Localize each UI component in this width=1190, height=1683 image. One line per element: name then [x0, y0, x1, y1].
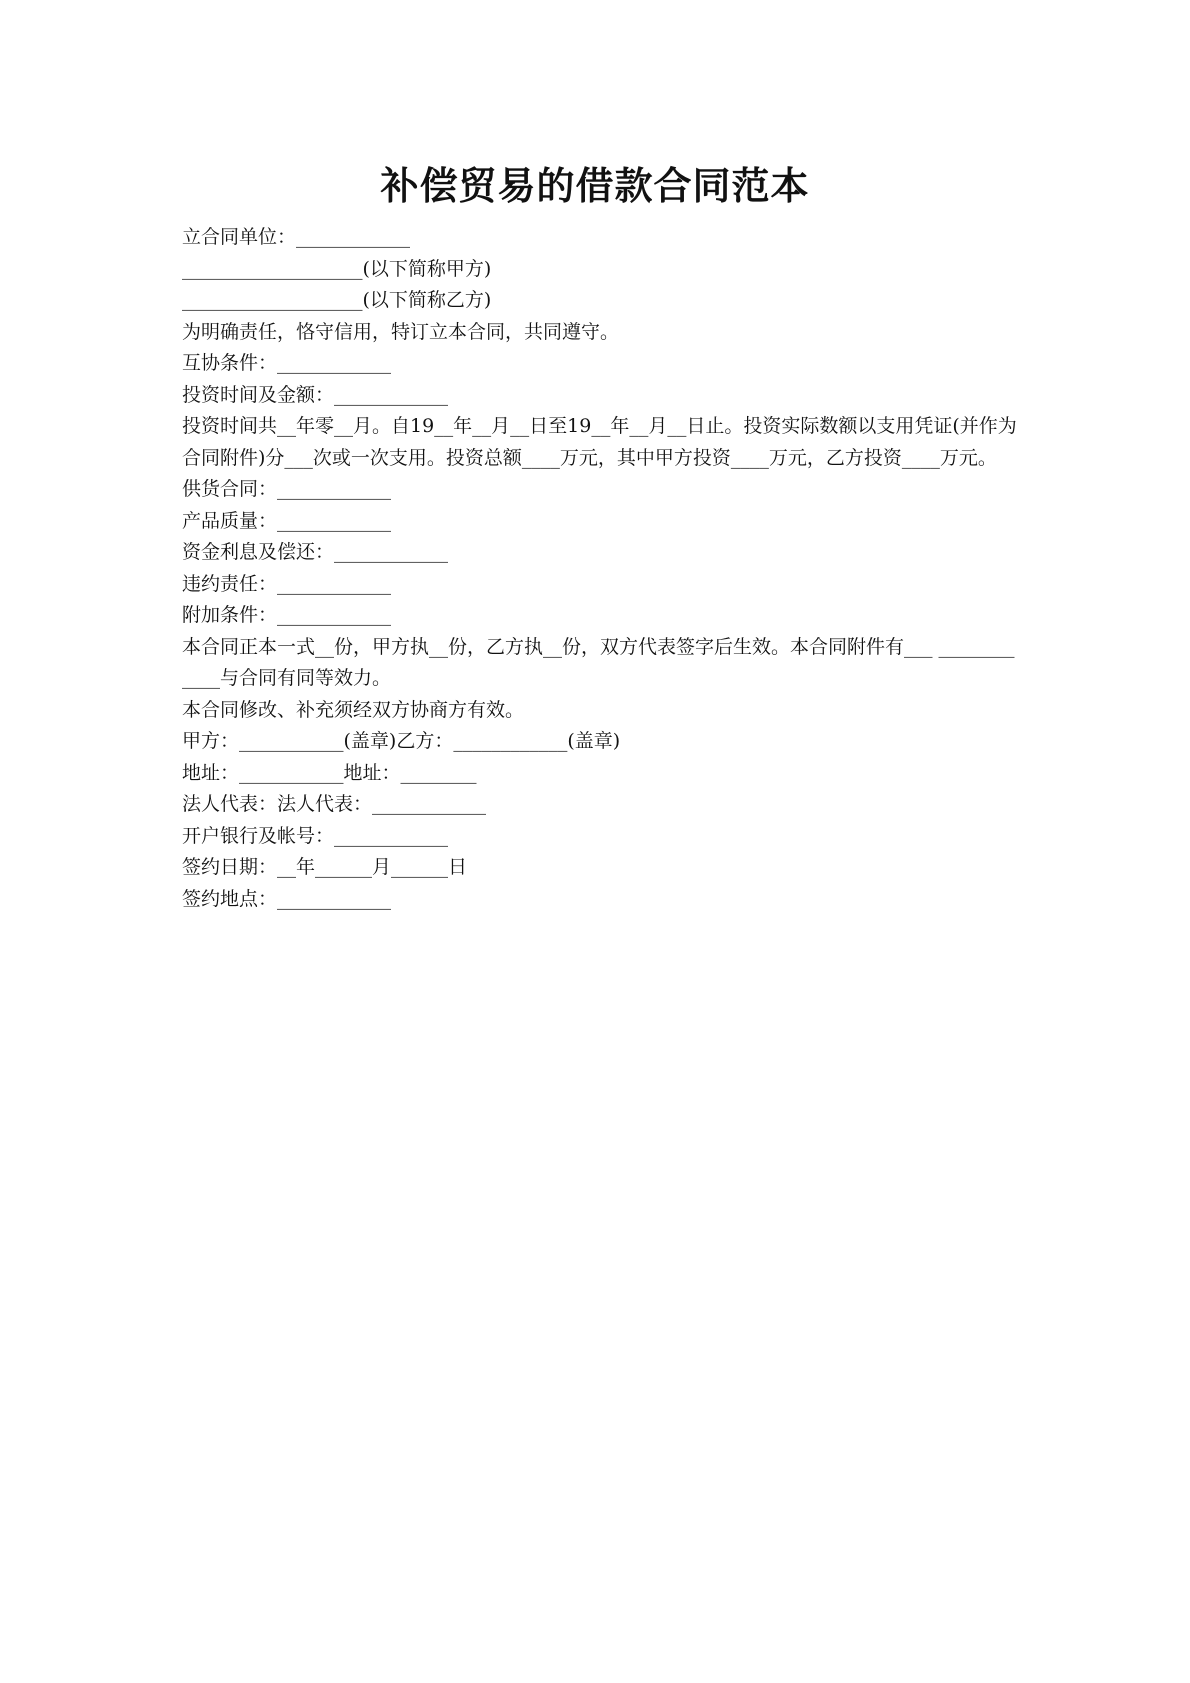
contract-line-breach-liability: 违约责任：____________: [182, 572, 392, 595]
contract-line-product-quality: 产品质量：____________: [182, 509, 392, 532]
contract-line-supply-contract: 供货合同：____________: [182, 478, 392, 500]
contract-line-amendments: 本合同修改、补充须经双方协商方有效。: [182, 698, 525, 721]
contract-body: [182, 222, 1017, 915]
document-title: 补偿贸易的借款合同范本: [380, 164, 810, 208]
contract-line-signing-place: 签约地点：____________: [182, 887, 392, 910]
contract-line-addresses: 地址：___________地址：________: [182, 761, 477, 784]
contract-line-legal-reps: 法人代表：法人代表：____________: [182, 793, 487, 815]
contract-line-parties-header: 立合同单位：____________: [182, 226, 411, 248]
contract-line-preamble: 为明确责任，恪守信用，特订立本合同，共同遵守。: [182, 320, 620, 343]
contract-paragraph-investment: 投资时间共__年零__月。自19__年__月__日至19__年__月__日止。投资实际数额以支用凭证(并作为合同附件)分___次或一次支用。投资总额____万元，其中甲方投资____万元，乙方投资____万元。: [182, 415, 1017, 469]
contract-line-investment-heading: 投资时间及金额：____________: [182, 383, 449, 406]
contract-line-signing-date: 签约日期：__年______月______日: [182, 856, 468, 878]
contract-line-bank-account: 开户银行及帐号：____________: [182, 824, 449, 847]
contract-line-party-a: ___________________(以下简称甲方): [182, 257, 492, 280]
contract-line-interest-repayment: 资金利息及偿还：____________: [182, 541, 449, 563]
contract-line-mutual-terms: 互协条件：____________: [182, 352, 392, 374]
contract-paragraph-copies: 本合同正本一式__份，甲方执__份，乙方执__份，双方代表签字后生效。本合同附件有___ ____________与合同有同等效力。: [182, 635, 1015, 689]
contract-line-signatures: 甲方：___________(盖章)乙方：____________(盖章): [182, 730, 621, 752]
contract-line-additional-terms: 附加条件：____________: [182, 604, 392, 626]
contract-line-party-b: ___________________(以下简称乙方): [182, 289, 492, 311]
